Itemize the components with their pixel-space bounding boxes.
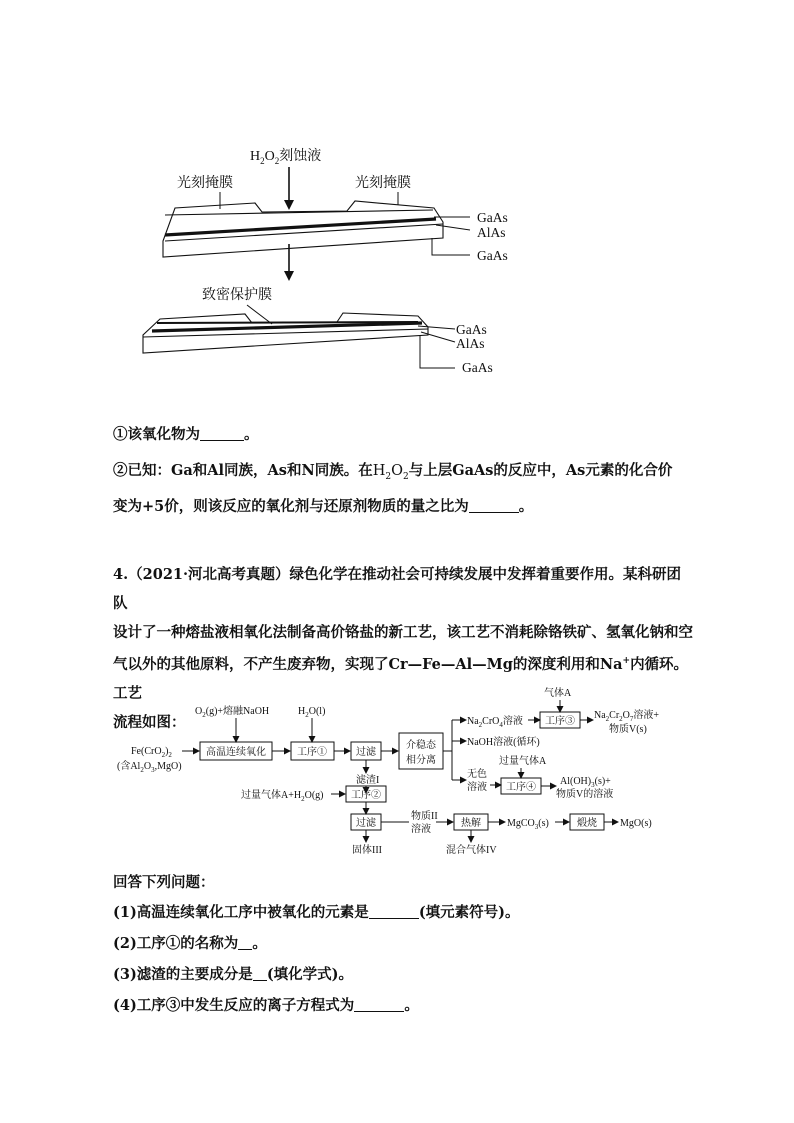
mgco3-label: MgCO$_3$(s) bbox=[507, 818, 549, 831]
svg-text:高温连续氧化: 高温连续氧化 bbox=[206, 747, 266, 758]
answer-blank[interactable] bbox=[253, 966, 267, 982]
sub-question-1: (1)高温连续氧化工序中被氧化的元素是 (填元素符号)。 bbox=[113, 904, 520, 921]
q4-intro: 4.（2021·河北高考真题）绿色化学在推动社会可持续发展中发挥着重要作用。某科研团队 设计了一种熔盐液相氧化法制备高价铬盐的新工艺，该工艺不消耗除铬铁矿、氢氧化钠和空 气以外的其他原料，不产生废弃物，实现了Cr—Fe—Al—Mg的深度利用和Na+内循环。工艺 流程如图： bbox=[113, 566, 693, 731]
dichromate-product: $Na_2Cr_2O_7$溶液+ bbox=[594, 710, 660, 723]
answer-blank[interactable] bbox=[369, 904, 419, 920]
q3-item2: ②已知：Ga和Al同族，As和N同族。在$H_2O_2$与上层GaAs的反应中，As元素的化合价 变为+5价，则该反应的氧化剂与还原剂物质的量之比为 。 bbox=[113, 462, 673, 515]
answer-prompt: 回答下列问题： bbox=[113, 874, 215, 891]
substance-2-solution-1: 物质II bbox=[411, 811, 438, 822]
mixed-gas-4-label: 混合气体IV bbox=[446, 845, 497, 856]
solid-3-label: 固体III bbox=[352, 845, 382, 856]
svg-text:工序③: 工序③ bbox=[545, 716, 575, 727]
reagent-step2: 过量气体$A+H_2O(g)$ bbox=[241, 790, 324, 803]
svg-text:工序④: 工序④ bbox=[506, 782, 536, 793]
mask-label-left: 光刻掩膜 bbox=[177, 176, 233, 191]
svg-text:工序②: 工序② bbox=[351, 790, 381, 801]
process-flow-chart bbox=[0, 680, 794, 880]
svg-text:过滤: 过滤 bbox=[356, 747, 376, 758]
excess-gas-a-label: 过量气体A bbox=[499, 756, 547, 767]
svg-text:热解: 热解 bbox=[461, 818, 481, 829]
answer-blank[interactable] bbox=[469, 497, 519, 513]
layer-label-alas-1: AlAs bbox=[477, 225, 506, 240]
na2cro4-solution: $Na_2CrO_4$溶液 bbox=[467, 716, 523, 729]
layer-label-gaas-top-2: GaAs bbox=[456, 322, 487, 337]
h2o2-formula: $H_2O_2$ bbox=[372, 463, 409, 482]
colorless-solution-2: 溶液 bbox=[467, 782, 487, 793]
layer-label-alas-2: AlAs bbox=[456, 336, 485, 351]
substance-v-solid: 物质V(s) bbox=[609, 724, 647, 735]
svg-text:煅烧: 煅烧 bbox=[577, 818, 597, 829]
mask-label-right: 光刻掩膜 bbox=[355, 176, 411, 191]
etchant-label: $H_2O_2$刻蚀液 bbox=[250, 148, 322, 166]
reagent-water: $H_2O(l)$ bbox=[298, 706, 326, 719]
svg-text:相分离: 相分离 bbox=[406, 755, 436, 766]
layer-label-gaas-bottom-2: GaAs bbox=[462, 360, 493, 375]
naoh-recycle: NaOH溶液(循环) bbox=[467, 737, 540, 748]
svg-text:工序①: 工序① bbox=[297, 747, 327, 758]
layer-label-gaas-top-1: GaAs bbox=[477, 210, 508, 225]
sub-question-2: (2)工序①的名称为 。 bbox=[113, 935, 267, 952]
svg-text:介稳态: 介稳态 bbox=[406, 740, 436, 751]
reagent-oxygen-naoh: $O_2(g)+$熔融NaOH bbox=[195, 706, 270, 719]
protective-film-label: 致密保护膜 bbox=[202, 288, 272, 303]
layer-label-gaas-bottom-1: GaAs bbox=[477, 248, 508, 263]
etching-diagram bbox=[0, 0, 794, 400]
answer-blank[interactable] bbox=[238, 935, 252, 951]
wafer-after bbox=[143, 313, 428, 353]
feed-label: $Fe(CrO_2)_2$ bbox=[131, 746, 172, 759]
sub-question-4: (4)工序③中发生反应的离子方程式为 。 bbox=[113, 997, 419, 1014]
wafer-before bbox=[163, 201, 443, 257]
mgo-label: MgO(s) bbox=[620, 818, 652, 829]
feed-note: (含$Al_2O_3,MgO$) bbox=[117, 761, 182, 774]
colorless-solution-1: 无色 bbox=[467, 769, 487, 780]
substance-2-solution-2: 溶液 bbox=[411, 824, 431, 835]
answer-blank[interactable] bbox=[200, 426, 244, 442]
sub-question-3: (3)滤渣的主要成分是 (填化学式)。 bbox=[113, 966, 354, 983]
substance-v-solution: 物质V的溶液 bbox=[556, 789, 614, 800]
q3-item1: ①该氧化物为 。 bbox=[113, 426, 259, 443]
answer-blank[interactable] bbox=[354, 997, 404, 1013]
gas-a-label: 气体A bbox=[544, 688, 572, 699]
svg-text:过滤: 过滤 bbox=[356, 818, 376, 829]
aluminum-hydroxide-product: $Al(OH)_3(s)+$ bbox=[560, 776, 611, 789]
residue-1-label: 滤渣I bbox=[356, 775, 380, 786]
